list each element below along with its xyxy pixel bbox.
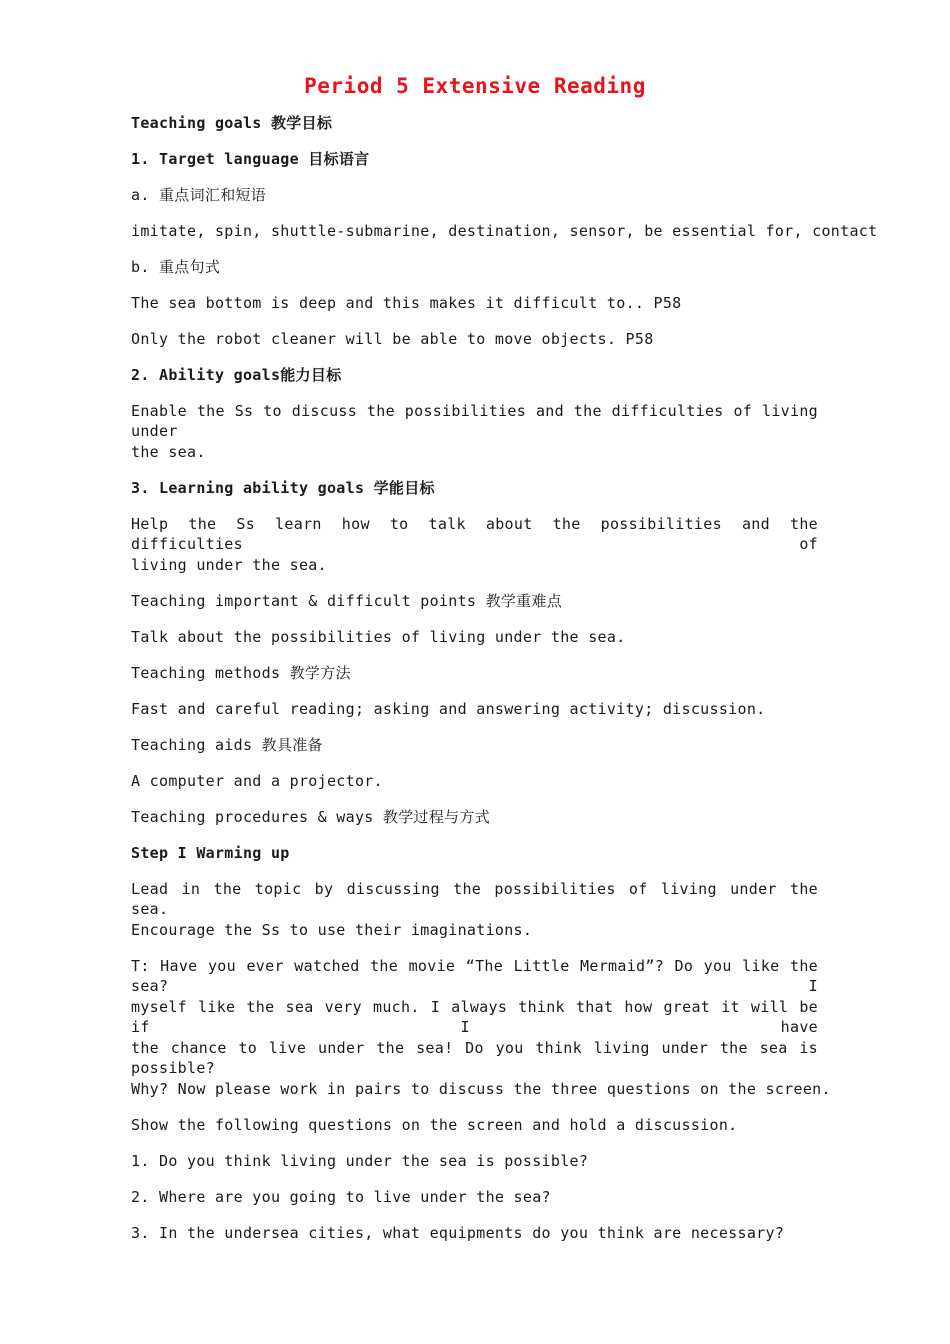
paragraph-line: Fast and careful reading; asking and answering activity; discussion. bbox=[131, 700, 766, 718]
paragraph-line: myself like the sea very much. I always think that how great it will be if I have bbox=[131, 998, 818, 1036]
heading-teaching-procedures: Teaching procedures & ways 教学过程与方式 bbox=[131, 808, 491, 826]
heading-target-language: 1. Target language 目标语言 bbox=[131, 150, 370, 168]
paragraph-line: A computer and a projector. bbox=[131, 772, 383, 790]
paragraph-line: Enable the Ss to discuss the possibilities and the difficulties of living under bbox=[131, 402, 818, 440]
sentence-pattern-1: The sea bottom is deep and this makes it difficult to.. P58 bbox=[131, 294, 682, 312]
paragraph-line: Lead in the topic by discussing the possibilities of living under the sea. bbox=[131, 880, 818, 918]
heading-important-points: Teaching important & difficult points 教学重难点 bbox=[131, 592, 563, 610]
question-1: 1. Do you think living under the sea is possible? bbox=[131, 1152, 589, 1170]
heading-step-1: Step I Warming up bbox=[131, 844, 290, 862]
paragraph-line: Help the Ss learn how to talk about the possibilities and the difficulties of bbox=[131, 515, 818, 553]
heading-ability-goals: 2. Ability goals能力目标 bbox=[131, 366, 342, 384]
heading-teaching-goals: Teaching goals 教学目标 bbox=[131, 114, 333, 132]
document-title: Period 5 Extensive Reading bbox=[304, 74, 646, 98]
paragraph-line: Show the following questions on the screen and hold a discussion. bbox=[131, 1116, 738, 1134]
paragraph-line: Talk about the possibilities of living under the sea. bbox=[131, 628, 626, 646]
paragraph-line: the chance to live under the sea! Do you think living under the sea is possible? bbox=[131, 1039, 818, 1077]
paragraph-line: living under the sea. bbox=[131, 556, 327, 574]
paragraph-line: the sea. bbox=[131, 443, 206, 461]
subheading-vocabulary: a. 重点词汇和短语 bbox=[131, 186, 267, 204]
paragraph-line: Encourage the Ss to use their imaginations. bbox=[131, 921, 533, 939]
paragraph-line: T: Have you ever watched the movie “The Little Mermaid”? Do you like the sea? I bbox=[131, 957, 818, 995]
heading-teaching-aids: Teaching aids 教具准备 bbox=[131, 736, 323, 754]
question-3: 3. In the undersea cities, what equipments do you think are necessary? bbox=[131, 1224, 785, 1242]
heading-teaching-methods: Teaching methods 教学方法 bbox=[131, 664, 351, 682]
sentence-pattern-2: Only the robot cleaner will be able to move objects. P58 bbox=[131, 330, 654, 348]
vocabulary-list: imitate, spin, shuttle-submarine, destination, sensor, be essential for, contact bbox=[131, 222, 878, 240]
question-2: 2. Where are you going to live under the sea? bbox=[131, 1188, 551, 1206]
heading-learning-ability-goals: 3. Learning ability goals 学能目标 bbox=[131, 479, 435, 497]
paragraph-line: Why? Now please work in pairs to discuss the three questions on the screen. bbox=[131, 1080, 831, 1098]
subheading-sentence-patterns: b. 重点句式 bbox=[131, 258, 221, 276]
